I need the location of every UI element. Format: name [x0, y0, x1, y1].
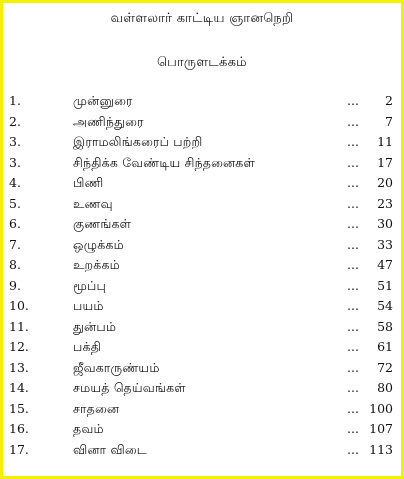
- toc-entry-11: [3, 296, 401, 317]
- toc-entry-8: [3, 235, 401, 256]
- toc-entry-13: [3, 337, 401, 358]
- toc-entry-title: அணிந்துரை: [73, 113, 144, 129]
- table-of-contents: [3, 91, 401, 460]
- toc-entry-page: 23: [377, 195, 393, 211]
- toc-entry-leader: ...: [347, 400, 359, 416]
- toc-entry-leader: ...: [347, 298, 359, 313]
- toc-entry-leader: ...: [347, 236, 359, 252]
- toc-entry-leader: ...: [347, 359, 359, 375]
- toc-entry-number: 8.: [9, 257, 21, 272]
- toc-entry-page: 7: [385, 113, 393, 129]
- toc-entry-leader: ...: [347, 257, 359, 272]
- toc-entry-17: [3, 419, 401, 440]
- toc-entry-leader: ...: [347, 93, 359, 108]
- toc-entry-number: 10.: [9, 298, 29, 313]
- toc-entry-page: 100: [369, 400, 393, 416]
- toc-entry-page: 33: [377, 236, 393, 252]
- toc-entry-title: ஜீவகாருண்யம்: [73, 359, 160, 375]
- toc-entry-leader: ...: [347, 134, 359, 149]
- toc-entry-number: 3.: [9, 134, 21, 149]
- toc-entry-number: 12.: [9, 339, 29, 354]
- toc-entry-title: சமயத் தெய்வங்கள்: [73, 380, 186, 395]
- toc-entry-7: [3, 214, 401, 235]
- toc-entry-title: உணவு: [73, 195, 113, 211]
- toc-entry-leader: ...: [347, 318, 359, 334]
- toc-entry-page: 58: [377, 318, 393, 334]
- toc-entry-leader: ...: [347, 380, 359, 395]
- toc-entry-number: 15.: [9, 400, 29, 416]
- toc-entry-title: தவம்: [73, 421, 104, 436]
- toc-entry-1: [3, 91, 401, 112]
- toc-entry-title: பக்தி: [73, 339, 102, 354]
- toc-entry-number: 3.: [9, 154, 21, 170]
- toc-entry-leader: ...: [347, 421, 359, 436]
- toc-entry-number: 1.: [9, 93, 21, 108]
- toc-entry-title: உறக்கம்: [73, 257, 120, 272]
- toc-entry-page: 72: [377, 359, 393, 375]
- toc-entry-5: [3, 173, 401, 194]
- toc-entry-title: சிந்திக்க வேண்டிய சிந்தனைகள்: [73, 154, 255, 170]
- toc-entry-number: 13.: [9, 359, 29, 375]
- toc-entry-page: 107: [369, 421, 393, 436]
- toc-entry-10: [3, 276, 401, 297]
- toc-entry-6: [3, 194, 401, 215]
- toc-entry-page: 20: [377, 175, 393, 190]
- toc-entry-3: [3, 132, 401, 153]
- toc-entry-leader: ...: [347, 175, 359, 190]
- toc-entry-title: துன்பம்: [73, 318, 117, 334]
- toc-entry-title: மூப்பு: [73, 277, 107, 293]
- toc-entry-number: 4.: [9, 175, 21, 190]
- toc-entry-title: வினா விடை: [73, 441, 147, 457]
- toc-entry-leader: ...: [347, 277, 359, 293]
- toc-entry-2: [3, 112, 401, 133]
- toc-entry-18: [3, 440, 401, 461]
- toc-entry-15: [3, 378, 401, 399]
- toc-entry-leader: ...: [347, 441, 359, 457]
- toc-entry-title: இராமலிங்கரைப் பற்றி: [73, 134, 203, 149]
- toc-entry-title: முன்னுரை: [73, 93, 133, 108]
- toc-entry-16: [3, 399, 401, 420]
- toc-entry-leader: ...: [347, 154, 359, 170]
- toc-heading: பொருளடக்கம்: [157, 55, 247, 70]
- toc-entry-page: 51: [377, 277, 393, 293]
- toc-entry-page: 17: [377, 154, 393, 170]
- toc-entry-page: 54: [377, 298, 393, 313]
- toc-entry-number: 9.: [9, 277, 21, 293]
- toc-entry-page: 61: [377, 339, 393, 354]
- document-header: வள்ளலார் காட்டிய ஞானநெறி: [110, 11, 294, 26]
- toc-entry-9: [3, 255, 401, 276]
- toc-entry-number: 14.: [9, 380, 29, 395]
- toc-entry-14: [3, 358, 401, 379]
- toc-entry-page: 113: [369, 441, 393, 457]
- toc-entry-leader: ...: [347, 339, 359, 354]
- toc-entry-number: 16.: [9, 421, 29, 436]
- toc-entry-page: 11: [377, 134, 393, 149]
- toc-entry-number: 17.: [9, 441, 29, 457]
- toc-entry-12: [3, 317, 401, 338]
- toc-entry-page: 47: [377, 257, 393, 272]
- toc-entry-number: 7.: [9, 236, 21, 252]
- toc-entry-title: சாதனை: [73, 400, 120, 416]
- toc-entry-page: 30: [377, 216, 393, 231]
- toc-entry-leader: ...: [347, 113, 359, 129]
- toc-entry-number: 2.: [9, 113, 21, 129]
- toc-entry-title: பிணி: [73, 175, 104, 190]
- toc-entry-number: 6.: [9, 216, 21, 231]
- toc-entry-leader: ...: [347, 216, 359, 231]
- toc-entry-number: 5.: [9, 195, 21, 211]
- toc-entry-4: [3, 153, 401, 174]
- toc-entry-page: 2: [385, 93, 393, 108]
- toc-entry-number: 11.: [9, 318, 29, 334]
- toc-entry-title: ஒழுக்கம்: [73, 236, 124, 252]
- toc-entry-leader: ...: [347, 195, 359, 211]
- toc-entry-title: பயம்: [73, 298, 104, 313]
- toc-entry-title: குணங்கள்: [73, 216, 132, 231]
- toc-entry-page: 80: [377, 380, 393, 395]
